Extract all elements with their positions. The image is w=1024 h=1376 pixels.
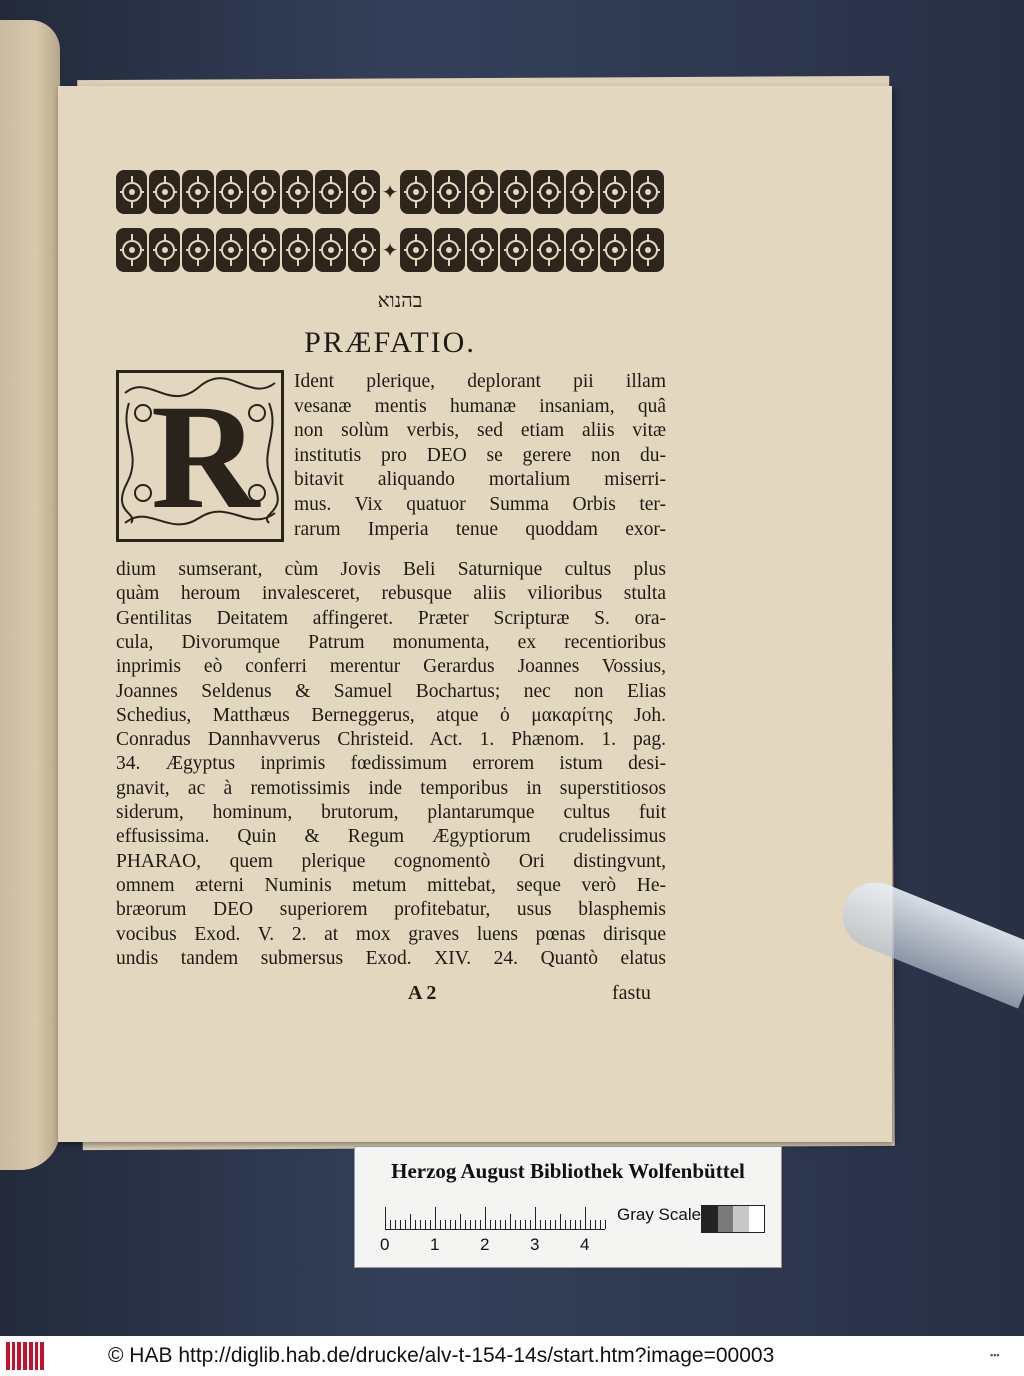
ruler-tick [575, 1220, 576, 1229]
ruler-tick [475, 1220, 476, 1229]
hebrew-heading: בהנוא [377, 290, 423, 312]
text-line: mus. Vix quatuor Summa Orbis ter- [294, 494, 666, 515]
ruler-tick [510, 1214, 511, 1229]
flower-ornament-icon [116, 228, 147, 272]
text-line: Joannes Seldenus & Samuel Bochartus; nec non Elias [116, 680, 666, 702]
flower-ornament-icon [633, 170, 664, 214]
flower-ornament-icon [467, 228, 498, 272]
ruler-tick [480, 1220, 481, 1229]
text-line: institutis pro DEO se gerere non du- [294, 444, 666, 466]
ruler-tick [415, 1220, 416, 1229]
flower-ornament-icon [249, 170, 280, 214]
flower-ornament-icon [400, 170, 431, 214]
ruler-tick [495, 1220, 496, 1229]
ruler-tick [410, 1214, 411, 1229]
ruler-tick [585, 1207, 586, 1229]
ruler-tick [580, 1220, 581, 1229]
text-line: effusissima. Quin & Regum Ægyptiorum crudelissimus [116, 826, 666, 848]
gray-patch [749, 1206, 765, 1232]
flower-ornament-icon [467, 170, 498, 214]
flower-ornament-icon [600, 228, 631, 272]
ruler [385, 1203, 605, 1230]
text-line: cula, Divorumque Patrum monumenta, ex recentioribus [116, 631, 666, 653]
signature-mark: A 2 [408, 982, 437, 1004]
ruler-tick [460, 1214, 461, 1229]
ruler-tick [445, 1220, 446, 1229]
text-line: vocibus Exod. V. 2. at mox graves luens pœnas dirisque [116, 923, 666, 945]
flower-ornament-icon [533, 170, 564, 214]
ruler-number: 4 [580, 1235, 590, 1254]
flower-ornament-icon [500, 228, 531, 272]
text-line: siderum, hominum, brutorum, plantarumque cultus fuit [116, 802, 666, 823]
ruler-tick [560, 1214, 561, 1229]
gray-patch [702, 1206, 718, 1232]
text-line: bitavit aliquando mortalium miserri- [294, 469, 666, 491]
ruler-tick [470, 1220, 471, 1229]
text-line: PHARAO, quem plerique cognomentò Ori distingvunt, [116, 850, 666, 872]
gray-scale-card [354, 1146, 782, 1268]
footer-bar [0, 1336, 1024, 1376]
ruler-tick [520, 1220, 521, 1229]
ruler-tick [390, 1220, 391, 1229]
ruler-tick [605, 1220, 606, 1229]
initial-letter: R [151, 374, 260, 540]
flower-ornament-icon [566, 228, 597, 272]
flower-ornament-icon [434, 228, 465, 272]
ruler-tick [420, 1220, 421, 1229]
text-line: Schedius, Matthæus Berneggerus, atque ὁ μακαρίτης Joh. [116, 704, 666, 726]
text-line: bræorum DEO superiorem profitebatur, usus blasphemis [116, 899, 666, 921]
hab-logo-icon [6, 1342, 44, 1370]
gray-patch [718, 1206, 734, 1232]
text-line: quàm heroum invalesceret, rebusque aliis vilioribus stulta [116, 583, 666, 605]
ruler-tick [590, 1220, 591, 1229]
flower-ornament-icon [182, 228, 213, 272]
ruler-tick [465, 1220, 466, 1229]
gray-scale-bar [701, 1205, 765, 1233]
page-title: PRÆFATIO. [304, 326, 476, 359]
ruler-tick [400, 1220, 401, 1229]
flower-ornament-icon [633, 228, 664, 272]
ruler-number: 0 [380, 1235, 390, 1254]
flower-ornament-icon [600, 170, 631, 214]
ruler-tick [570, 1220, 571, 1229]
ruler-tick [530, 1220, 531, 1229]
flower-ornament-icon [216, 170, 247, 214]
ruler-tick [395, 1220, 396, 1229]
flower-ornament-icon [249, 228, 280, 272]
text-line: Gentilitas Deitatem affingeret. Præter Scripturæ S. ora- [116, 607, 666, 629]
ruler-tick [435, 1207, 436, 1229]
ruler-tick [385, 1207, 386, 1229]
flower-ornament-icon [149, 170, 180, 214]
flower-ornament-icon [116, 170, 147, 214]
ruler-tick [535, 1207, 536, 1229]
ruler-tick [500, 1220, 501, 1229]
ruler-tick [540, 1220, 541, 1229]
text-line: Conradus Dannhavverus Christeid. Act. 1. Phænom. 1. pag. [116, 729, 666, 751]
flower-ornament-icon [348, 170, 379, 214]
flower-ornament-icon [282, 228, 313, 272]
ornament-separator-icon: ✦ [381, 239, 399, 262]
text-line: non solùm verbis, sed etiam aliis vitæ [294, 420, 666, 442]
text-line: Ident plerique, deplorant pii illam [294, 371, 666, 392]
flower-ornament-icon [282, 170, 313, 214]
gray-patch [733, 1206, 749, 1232]
text-line: rarum Imperia tenue quoddam exor- [294, 518, 666, 540]
flower-ornament-icon [500, 170, 531, 214]
text-line: vesanæ mentis humanæ insaniam, quâ [294, 395, 666, 417]
ornament-band-bottom [116, 228, 664, 274]
ruler-tick [600, 1220, 601, 1229]
page-marker-icon: ▪▪▪ [990, 1350, 1000, 1360]
ruler-tick [440, 1220, 441, 1229]
flower-ornament-icon [315, 228, 346, 272]
ornament-band-top [116, 170, 664, 216]
flower-ornament-icon [216, 228, 247, 272]
ruler-tick [545, 1220, 546, 1229]
ruler-tick [455, 1220, 456, 1229]
flower-ornament-icon [315, 170, 346, 214]
text-line: 34. Ægyptus inprimis fœdissimum errorem istum desi- [116, 753, 666, 775]
ruler-number: 3 [530, 1235, 540, 1254]
ruler-tick [525, 1220, 526, 1229]
ruler-tick [595, 1220, 596, 1229]
ruler-tick [555, 1220, 556, 1229]
ruler-tick [505, 1220, 506, 1229]
flower-ornament-icon [149, 228, 180, 272]
text-line: gnavit, ac à remotissimis inde temporibus in superstitiosos [116, 777, 666, 799]
ruler-tick [550, 1220, 551, 1229]
ruler-number: 1 [430, 1235, 440, 1254]
text-line: undis tandem submersus Exod. XIV. 24. Quantò elatus [116, 947, 666, 969]
ruler-tick [405, 1220, 406, 1229]
flower-ornament-icon [400, 228, 431, 272]
text-line: dium sumserant, cùm Jovis Beli Saturnique cultus plus [116, 559, 666, 580]
ruler-number: 2 [480, 1235, 490, 1254]
ruler-tick [425, 1220, 426, 1229]
flower-ornament-icon [182, 170, 213, 214]
decorated-initial [116, 370, 284, 542]
gray-scale-label: Gray Scale [617, 1205, 702, 1224]
ruler-tick [450, 1220, 451, 1229]
ruler-tick [430, 1220, 431, 1229]
flower-ornament-icon [348, 228, 379, 272]
text-line: omnem æterni Numinis metum mittebat, seque verò He- [116, 874, 666, 896]
ruler-tick [490, 1220, 491, 1229]
flower-ornament-icon [434, 170, 465, 214]
ruler-tick [485, 1207, 486, 1229]
ruler-tick [515, 1220, 516, 1229]
flower-ornament-icon [566, 170, 597, 214]
left-page-edge [0, 20, 60, 1170]
ruler-tick [565, 1220, 566, 1229]
library-name: Herzog August Bibliothek Wolfenbüttel [391, 1159, 745, 1183]
flower-ornament-icon [533, 228, 564, 272]
copyright-url[interactable]: © HAB http://diglib.hab.de/drucke/alv-t-154-14s/start.htm?image=00003 [108, 1344, 775, 1367]
catchword: fastu [612, 982, 651, 1004]
ornament-separator-icon: ✦ [381, 181, 399, 204]
text-line: inprimis eò conferri merentur Gerardus Joannes Vossius, [116, 656, 666, 678]
